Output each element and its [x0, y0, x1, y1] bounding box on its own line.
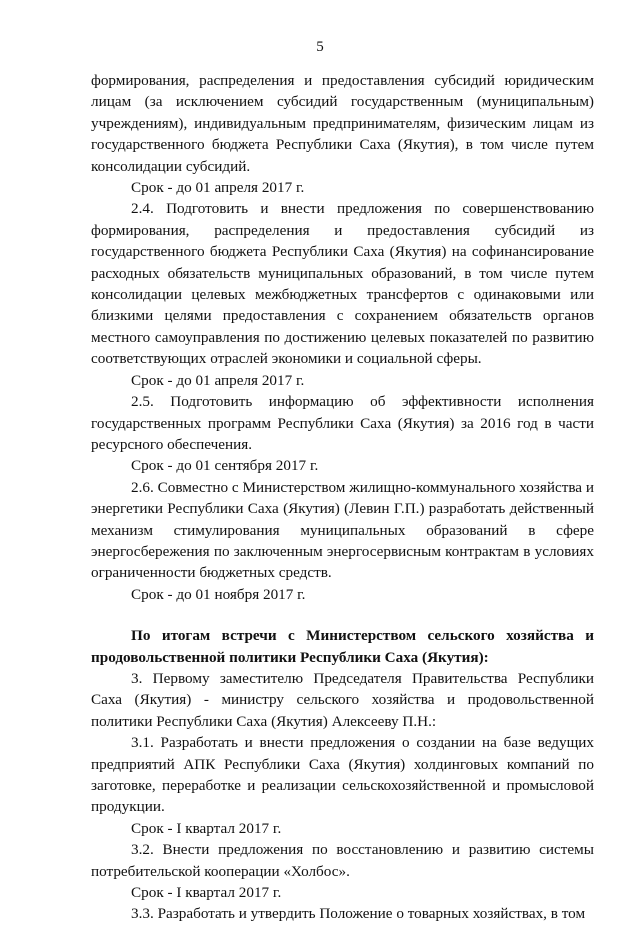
- paragraph-item-2-5: 2.5. Подготовить информацию об эффективности исполнения государственных программ Республики Саха (Якутия) за 2016 год в части ресурсного обеспечения.: [91, 393, 594, 453]
- section-heading-agriculture: По итогам встречи с Министерством сельского хозяйства и продовольственной политики Республики Саха (Якутия):: [91, 627, 594, 666]
- page-number: 5: [316, 39, 324, 55]
- paragraph-item-3: 3. Первому заместителю Председателя Правительства Республики Саха (Якутия) - министру сельского хозяйства и продовольственной политики Республики Саха (Якутия) Алексееву П.Н.:: [91, 669, 594, 730]
- paragraph-item-2-4: 2.4. Подготовить и внести предложения по совершенствованию формирования, распределения и предоставления субсидий из государственного бюджета Республики Саха (Якутия) на софинансирование расходных обязательств муниципальных образований, в том числе путем консолидации целевых межбюджетных трансфертов с одинаковыми или близкими целями предоставления с сохранением обязательств органов местного самоуправления по достижению целевых показателей по развитию соответствующих отраслей экономики и социальной сферы.: [91, 200, 594, 368]
- deadline-item-2-3: Срок - до 01 апреля 2017 г.: [131, 179, 305, 197]
- paragraph-item-3-3: 3.3. Разработать и утвердить Положение о товарных хозяйствах, в том: [131, 905, 586, 923]
- deadline-item-2-4: Срок - до 01 апреля 2017 г.: [131, 371, 305, 389]
- deadline-item-2-5: Срок - до 01 сентября 2017 г.: [131, 457, 319, 475]
- document-body: [91, 70, 594, 925]
- deadline-item-2-6: Срок - до 01 ноября 2017 г.: [131, 585, 306, 603]
- deadline-item-3-2: Срок - I квартал 2017 г.: [131, 884, 282, 902]
- paragraph-subsidies-continuation: формирования, распределения и предоставления субсидий юридическим лицам (за исключением субсидий государственным (муниципальным) учреждениям), индивидуальным предпринимателям, физическим лицам из государственного бюджета Республики Саха (Якутия), в том числе путем консолидации субсидий.: [91, 72, 594, 175]
- paragraph-item-3-1: 3.1. Разработать и внести предложения о создании на базе ведущих предприятий АПК Республики Саха (Якутия) холдинговых компаний по заготовке, переработке и реализации сельскохозяйственной и промысловой продукции.: [91, 734, 594, 816]
- paragraph-item-2-6: 2.6. Совместно с Министерством жилищно-коммунального хозяйства и энергетики Республики Саха (Якутия) (Левин Г.П.) разработать действенный механизм стимулирования муниципальных образований в сфере энергосбережения по заключенным энергосервисным контрактам в условиях ограниченности бюджетных средств.: [91, 478, 594, 582]
- paragraph-item-3-2: 3.2. Внести предложения по восстановлению и развитию системы потребительской кооперации «Холбос».: [91, 841, 594, 880]
- deadline-item-3-1: Срок - I квартал 2017 г.: [131, 819, 282, 837]
